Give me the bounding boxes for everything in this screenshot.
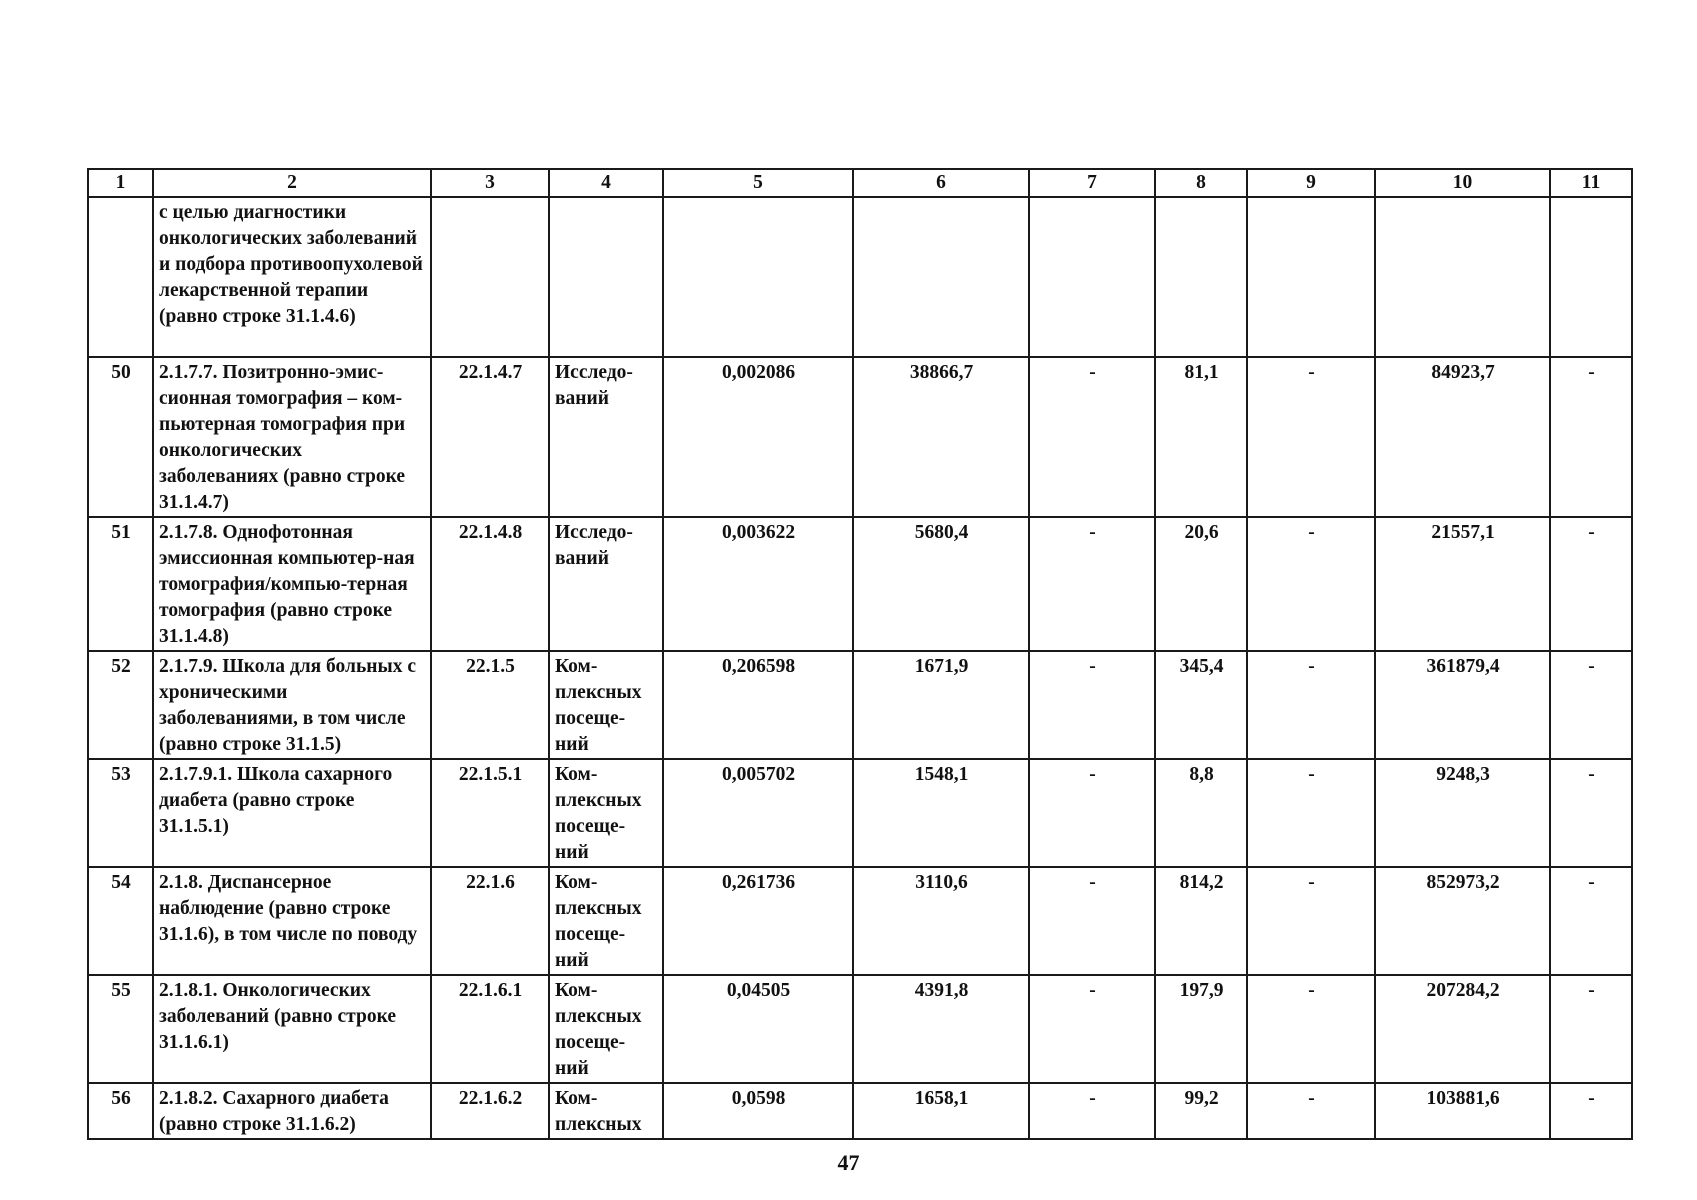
- col-5-value-cell: 0,003622: [663, 517, 853, 651]
- unit-cell: Ком-плексных: [549, 1083, 663, 1139]
- header-cell: 11: [1550, 169, 1632, 197]
- col-6-value-cell: [853, 197, 1029, 357]
- unit-cell: Ком-плексных посеще-ний: [549, 651, 663, 759]
- row-no-cell: 55: [88, 975, 153, 1083]
- col-7-value-cell: -: [1029, 517, 1155, 651]
- line-code-cell: 22.1.6.1: [431, 975, 549, 1083]
- header-cell: 1: [88, 169, 153, 197]
- line-code-cell: 22.1.4.8: [431, 517, 549, 651]
- col-7-value-cell: -: [1029, 759, 1155, 867]
- col-9-value-cell: -: [1247, 517, 1375, 651]
- row-no-cell: 53: [88, 759, 153, 867]
- col-5-value-cell: 0,206598: [663, 651, 853, 759]
- header-cell: 8: [1155, 169, 1247, 197]
- col-7-value-cell: -: [1029, 1083, 1155, 1139]
- table-row: [88, 867, 1632, 975]
- line-code-cell: 22.1.5: [431, 651, 549, 759]
- col-8-value-cell: 8,8: [1155, 759, 1247, 867]
- indicator-name-cell: 2.1.8.2. Сахарного диабета (равно строке 31.1.6.2): [153, 1083, 431, 1139]
- col-10-value-cell: 9248,3: [1375, 759, 1550, 867]
- table-row: [88, 975, 1632, 1083]
- col-8-value-cell: 20,6: [1155, 517, 1247, 651]
- header-cell: 10: [1375, 169, 1550, 197]
- unit-cell: Ком-плексных посеще-ний: [549, 867, 663, 975]
- col-11-value-cell: -: [1550, 975, 1632, 1083]
- unit-cell: Ком-плексных посеще-ний: [549, 975, 663, 1083]
- header-cell: 6: [853, 169, 1029, 197]
- col-6-value-cell: 1548,1: [853, 759, 1029, 867]
- col-10-value-cell: [1375, 197, 1550, 357]
- unit-cell: Ком-плексных посеще-ний: [549, 759, 663, 867]
- col-9-value-cell: -: [1247, 651, 1375, 759]
- indicator-name-cell: 2.1.7.9. Школа для больных с хроническими заболеваниями, в том числе (равно строке 31.1.5): [153, 651, 431, 759]
- indicator-name-cell: 2.1.7.7. Позитронно-эмис-сионная томография – ком-пьютерная томография при онкологических заболеваниях (равно строке 31.1.4.7): [153, 357, 431, 517]
- col-7-value-cell: -: [1029, 867, 1155, 975]
- col-8-value-cell: [1155, 197, 1247, 357]
- col-5-value-cell: 0,04505: [663, 975, 853, 1083]
- col-6-value-cell: 5680,4: [853, 517, 1029, 651]
- col-6-value-cell: 3110,6: [853, 867, 1029, 975]
- indicator-name-cell: с целью диагностики онкологических заболеваний и подбора противоопухолевой лекарственной терапии (равно строке 31.1.4.6): [153, 197, 431, 357]
- col-10-value-cell: 852973,2: [1375, 867, 1550, 975]
- indicator-name-cell: 2.1.8. Диспансерное наблюдение (равно строке 31.1.6), в том числе по поводу: [153, 867, 431, 975]
- col-6-value-cell: 1658,1: [853, 1083, 1029, 1139]
- col-11-value-cell: -: [1550, 357, 1632, 517]
- table-row: [88, 1083, 1632, 1139]
- indicator-name-cell: 2.1.7.8. Однофотонная эмиссионная компьютер-ная томография/компью-терная томография (равно строке 31.1.4.8): [153, 517, 431, 651]
- line-code-cell: 22.1.6.2: [431, 1083, 549, 1139]
- col-7-value-cell: -: [1029, 975, 1155, 1083]
- col-8-value-cell: 345,4: [1155, 651, 1247, 759]
- table-row: [88, 357, 1632, 517]
- col-5-value-cell: 0,0598: [663, 1083, 853, 1139]
- col-5-value-cell: 0,002086: [663, 357, 853, 517]
- col-6-value-cell: 38866,7: [853, 357, 1029, 517]
- line-code-cell: 22.1.4.7: [431, 357, 549, 517]
- col-11-value-cell: -: [1550, 1083, 1632, 1139]
- col-11-value-cell: -: [1550, 759, 1632, 867]
- header-cell: 7: [1029, 169, 1155, 197]
- line-code-cell: 22.1.5.1: [431, 759, 549, 867]
- col-5-value-cell: 0,005702: [663, 759, 853, 867]
- col-10-value-cell: 103881,6: [1375, 1083, 1550, 1139]
- unit-cell: [549, 197, 663, 357]
- row-no-cell: 56: [88, 1083, 153, 1139]
- header-cell: 3: [431, 169, 549, 197]
- col-8-value-cell: 814,2: [1155, 867, 1247, 975]
- col-11-value-cell: -: [1550, 517, 1632, 651]
- col-8-value-cell: 197,9: [1155, 975, 1247, 1083]
- line-code-cell: 22.1.6: [431, 867, 549, 975]
- col-10-value-cell: 207284,2: [1375, 975, 1550, 1083]
- line-code-cell: [431, 197, 549, 357]
- col-10-value-cell: 361879,4: [1375, 651, 1550, 759]
- col-7-value-cell: -: [1029, 651, 1155, 759]
- header-cell: 2: [153, 169, 431, 197]
- col-9-value-cell: -: [1247, 759, 1375, 867]
- col-9-value-cell: -: [1247, 1083, 1375, 1139]
- col-11-value-cell: [1550, 197, 1632, 357]
- col-5-value-cell: [663, 197, 853, 357]
- col-7-value-cell: [1029, 197, 1155, 357]
- table-header-row: [88, 169, 1632, 197]
- col-9-value-cell: -: [1247, 867, 1375, 975]
- indicator-name-cell: 2.1.7.9.1. Школа сахарного диабета (равно строке 31.1.5.1): [153, 759, 431, 867]
- table-row: [88, 651, 1632, 759]
- indicator-name-cell: 2.1.8.1. Онкологических заболеваний (равно строке 31.1.6.1): [153, 975, 431, 1083]
- col-10-value-cell: 84923,7: [1375, 357, 1550, 517]
- page-number: 47: [837, 1150, 860, 1175]
- col-7-value-cell: -: [1029, 357, 1155, 517]
- row-no-cell: 50: [88, 357, 153, 517]
- table-row: [88, 197, 1632, 357]
- col-8-value-cell: 81,1: [1155, 357, 1247, 517]
- col-6-value-cell: 4391,8: [853, 975, 1029, 1083]
- col-10-value-cell: 21557,1: [1375, 517, 1550, 651]
- table-row: [88, 517, 1632, 651]
- row-no-cell: 52: [88, 651, 153, 759]
- row-no-cell: 54: [88, 867, 153, 975]
- col-6-value-cell: 1671,9: [853, 651, 1029, 759]
- col-11-value-cell: -: [1550, 867, 1632, 975]
- col-9-value-cell: [1247, 197, 1375, 357]
- header-cell: 4: [549, 169, 663, 197]
- header-cell: 9: [1247, 169, 1375, 197]
- col-11-value-cell: -: [1550, 651, 1632, 759]
- col-8-value-cell: 99,2: [1155, 1083, 1247, 1139]
- row-no-cell: [88, 197, 153, 357]
- header-cell: 5: [663, 169, 853, 197]
- unit-cell: Исследо-ваний: [549, 517, 663, 651]
- table-body: [88, 169, 1632, 1139]
- col-9-value-cell: -: [1247, 975, 1375, 1083]
- data-table: [87, 168, 1633, 1140]
- table-row: [88, 759, 1632, 867]
- col-5-value-cell: 0,261736: [663, 867, 853, 975]
- unit-cell: Исследо-ваний: [549, 357, 663, 517]
- col-9-value-cell: -: [1247, 357, 1375, 517]
- row-no-cell: 51: [88, 517, 153, 651]
